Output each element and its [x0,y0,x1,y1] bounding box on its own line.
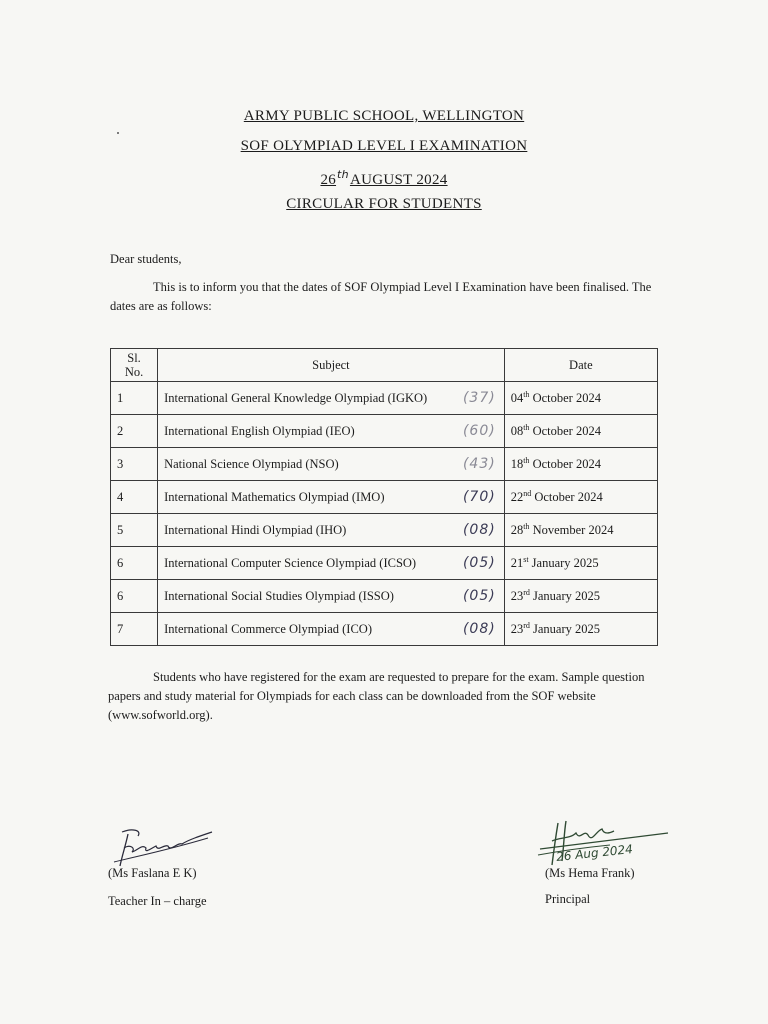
table-row [111,613,658,646]
principal-role: Principal [545,892,591,906]
date-day: 26 [320,172,337,188]
handwritten-count: (08) [462,621,496,637]
header-subject: Subject [158,349,505,382]
date-day: 28 [510,523,524,538]
row-subject-cell [158,613,505,646]
table-row [111,382,658,415]
date-month-year: October 2024 [534,490,603,505]
table-row [111,514,658,547]
row-date [504,382,657,415]
date-month-year: AUGUST 2024 [349,172,448,188]
row-subject: International English Olympiad (IEO) [164,423,355,438]
row-subject: International Mathematics Olympiad (IMO) [164,489,385,504]
header-sl-no: Sl. No. [111,349,158,382]
row-subject: International Computer Science Olympiad (ICSO) [164,555,417,570]
table-row [111,448,658,481]
handwritten-count: (70) [462,489,496,505]
row-subject-cell [158,415,505,448]
handwritten-count: (43) [462,456,496,472]
handwritten-count: (05) [462,588,496,604]
handwritten-count: (05) [462,555,496,571]
date-day: 21 [510,556,524,571]
header-date: Date [504,349,657,382]
row-subject-cell [158,514,505,547]
row-subject: International General Knowledge Olympiad (IGKO) [164,390,428,405]
signature-date-handwritten: 26 Aug 2024 [555,842,634,864]
date-day: 04 [510,391,524,406]
table-row [111,415,658,448]
circular-date [0,168,768,189]
row-sl: 5 [111,514,158,547]
row-subject: International Commerce Olympiad (ICO) [164,621,373,636]
row-subject: National Science Olympiad (NSO) [164,456,339,471]
table-row [111,547,658,580]
table-row [111,481,658,514]
principal-name: (Ms Hema Frank) [545,866,635,880]
date-month-year: October 2024 [532,391,601,406]
row-subject-cell [158,580,505,613]
exam-title: SOF OLYMPIAD LEVEL I EXAMINATION [240,138,528,154]
exam-schedule-table [110,348,658,646]
date-month-year: January 2025 [531,556,599,571]
row-date [504,514,657,547]
date-ordinal: th [523,389,530,399]
row-subject-cell [158,448,505,481]
date-ordinal: rd [523,587,530,597]
date-month-year: October 2024 [532,424,601,439]
date-day: 23 [510,622,524,637]
row-sl: 6 [111,547,158,580]
intro-paragraph: This is to inform you that the dates of SOF Olympiad Level I Examination have been finalised. The dates are as follows: [110,280,652,313]
paper-speck [117,132,119,134]
row-subject: International Social Studies Olympiad (ISSO) [164,588,394,603]
row-date [504,448,657,481]
date-month-year: January 2025 [533,622,600,637]
row-sl: 6 [111,580,158,613]
row-sl: 4 [111,481,158,514]
row-date [504,481,657,514]
date-day: 08 [510,424,524,439]
greeting: Dear students, [110,252,182,266]
row-subject-cell [158,481,505,514]
row-sl: 7 [111,613,158,646]
date-day: 22 [510,490,524,505]
handwritten-count: (60) [462,423,496,439]
date-month-year: November 2024 [532,523,614,538]
date-ordinal: rd [523,620,530,630]
date-day: 18 [510,457,524,472]
teacher-signature [108,822,218,872]
circular-title: CIRCULAR FOR STUDENTS [286,196,482,212]
school-name: ARMY PUBLIC SCHOOL, WELLINGTON [243,108,525,124]
date-ordinal: th [523,422,530,432]
row-date [504,415,657,448]
table-header-row [111,349,658,382]
date-month-year: October 2024 [532,457,601,472]
row-sl: 3 [111,448,158,481]
row-subject-cell [158,382,505,415]
date-ordinal: th [523,521,530,531]
date-ordinal: th [523,455,530,465]
row-subject: International Hindi Olympiad (IHO) [164,522,347,537]
principal-signature [530,815,670,873]
date-suffix-handwritten: th [337,168,349,181]
teacher-name: (Ms Faslana E K) [108,866,197,880]
handwritten-count: (08) [462,522,496,538]
date-month-year: January 2025 [533,589,600,604]
row-subject-cell [158,547,505,580]
date-ordinal: nd [523,488,532,498]
row-sl: 1 [111,382,158,415]
row-date [504,613,657,646]
row-sl: 2 [111,415,158,448]
table-row [111,580,658,613]
handwritten-count: (37) [462,390,496,406]
teacher-role: Teacher In – charge [108,894,207,908]
date-day: 23 [510,589,524,604]
closing-paragraph: Students who have registered for the exam are requested to prepare for the exam. Sample question papers and study material for Olympiads for each class can be downloaded from the SOF website (www.sofworld.org). [108,670,645,722]
date-ordinal: st [523,554,529,564]
row-date [504,580,657,613]
row-date [504,547,657,580]
